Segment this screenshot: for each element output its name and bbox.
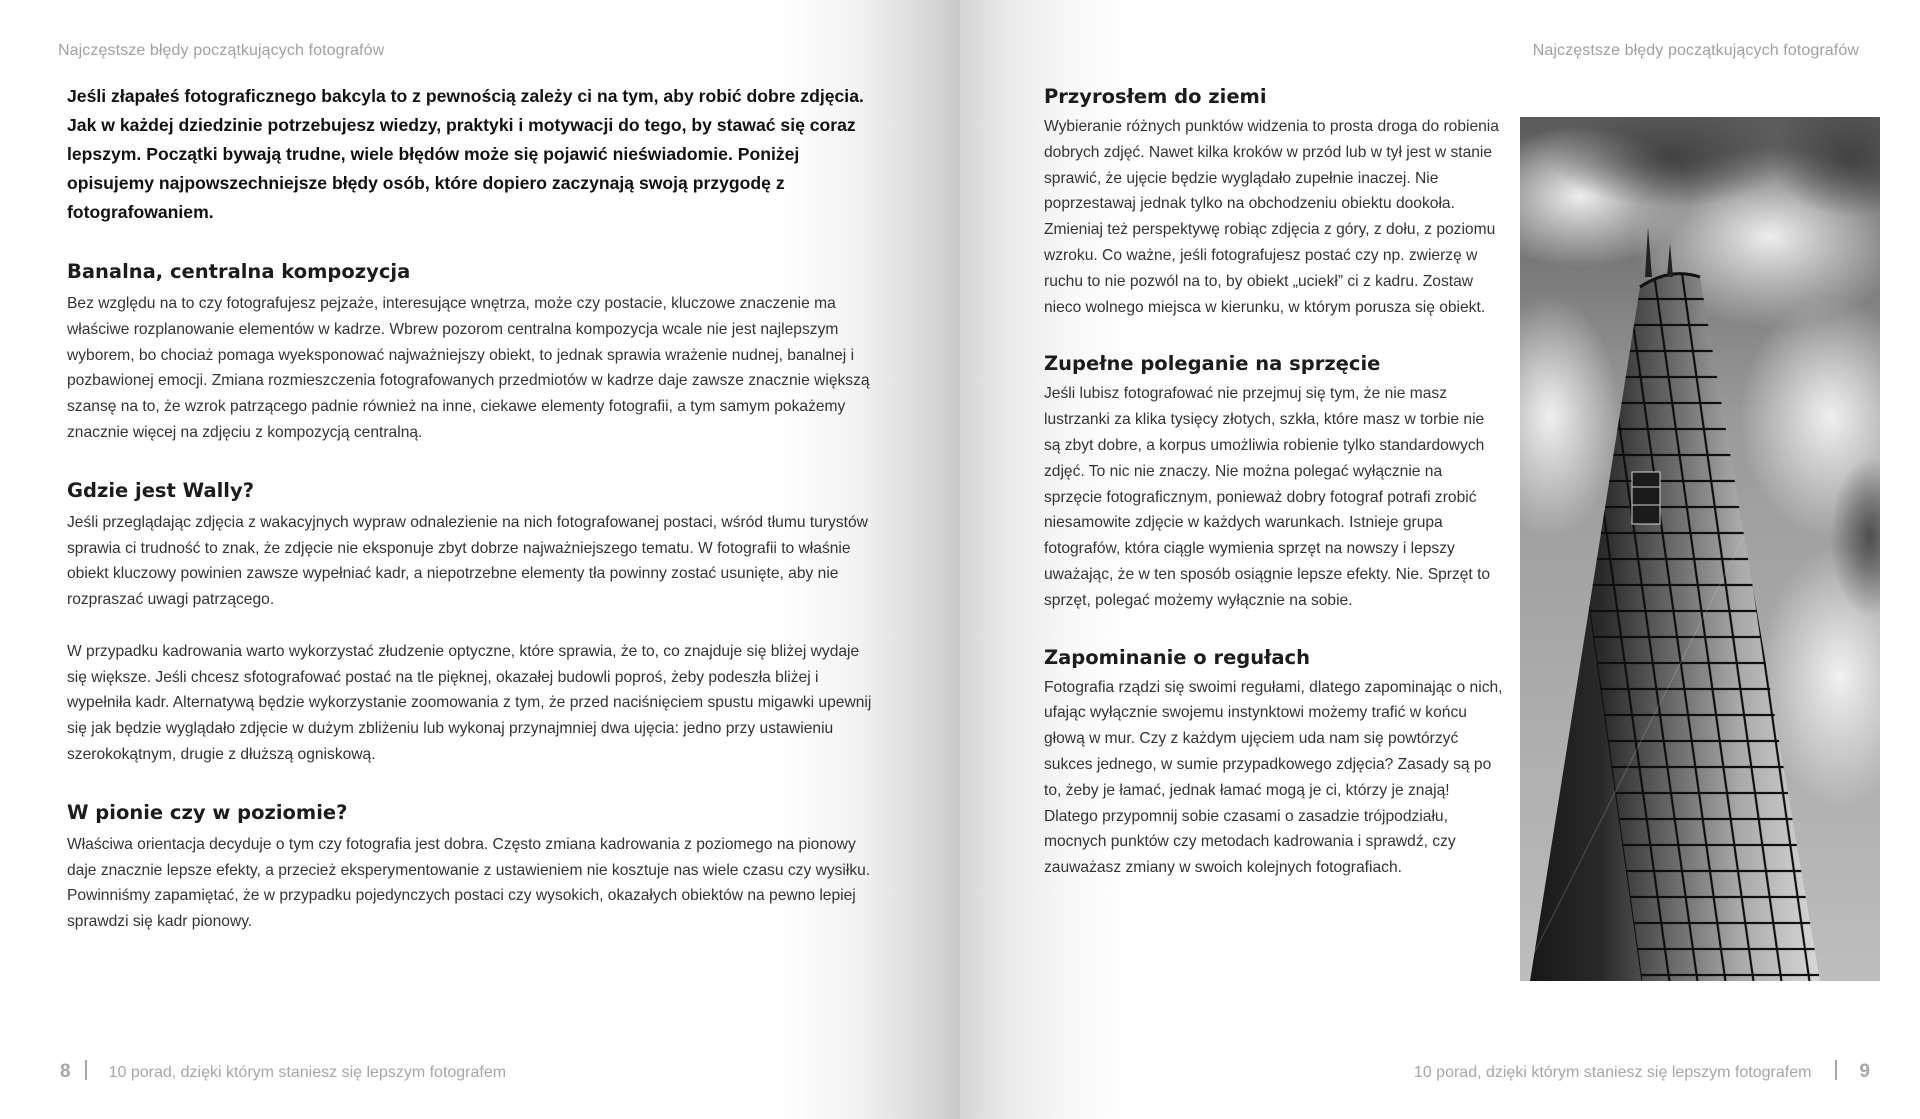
section-banalna-kompozycja — [67, 259, 873, 446]
section-paragraph: W przypadku kadrowania warto wykorzystać złudzenie optyczne, które sprawia, że to, co znajduje się bliżej wydaje się większe. Jeśli chcesz sfotografować postać na tle pięknej, okazałej budowli poproś, żeby podeszła bliżej i wypełniła kadr. Alternatywą będzie wykorzystanie zoomowania z tym, że przed naciśnięciem spustu migawki upewnij się jak będzie wyglądało zdjęcie w dużym zbliżeniu lub wykonaj przynajmniej dwa ujęcia: jedno przy ustawieniu szerokokątnym, drugie z dłuższą ogniskową. — [67, 642, 872, 763]
section-przyroslem-do-ziemi — [1044, 84, 1504, 320]
section-poleganie-na-sprzecie — [1044, 351, 1504, 613]
section-paragraph: Bez względu na to czy fotografujesz pejzaże, interesujące wnętrza, może czy postacie, kluczowe znaczenie ma właściwe rozplanowanie elementów w kadrze. Wbrew pozorom centralna kompozycja wcale nie jest najlepszym wyborem, bo chociaż pomaga wyeksponować najważniejszy obiekt, to jednak sprawia wrażenie nudnej, banalnej i pozbawionej emocji. Zmiana rozmieszczenia fotografowanych przedmiotów w kadrze daje zawsze znacznie większą szansę na to, że wzrok patrzącego padnie również na inne, ciekawe elementy fotografii, a tym samym pokażemy znacznie więcej na zdjęciu z kompozycją centralną. — [67, 295, 870, 441]
footer-divider — [85, 1060, 87, 1080]
running-head-right: Najczęstsze błędy początkujących fotografów — [1532, 42, 1859, 59]
section-paragraph: Wybieranie różnych punktów widzenia to prosta droga do robienia dobrych zdjęć. Nawet kilka kroków w przód lub w tył jest w stanie sprawić, że ujęcie będzie wyglądało zupełnie inaczej. Nie poprzestawaj jednak tylko na obchodzeniu obiektu dookoła. Zmieniaj też perspektywę robiąc zdjęcia z góry, z dołu, z poziomu wzroku. Co ważne, jeśli fotografujesz postać czy np. zwierzę w ruchu to nie pozwól na to, by obiekt „uciekł” ci z kadru. Zostaw nieco wolnego miejsca w kierunku, w którym porusza się obiekt. — [1044, 118, 1499, 316]
section-paragraph: Właściwa orientacja decyduje o tym czy fotografia jest dobra. Często zmiana kadrowania z poziomego na pionowy daje znacznie lepsze efekty, a przecież eksperymentowanie z ustawieniem nie kosztuje nas wiele czasu czy wysiłku. Powinniśmy zapamiętać, że w przypadku pojedynczych postaci czy wysokich, okazałych obiektów na pewno lepiej sprawdzi się kadr pionowy. — [67, 835, 871, 931]
footer-divider — [1835, 1060, 1837, 1080]
section-heading: Banalna, centralna kompozycja — [67, 260, 411, 283]
footer-title: 10 porad, dzięki którym staniesz się lepszym fotografem — [1413, 1064, 1812, 1081]
section-paragraph: Jeśli przeglądając zdjęcia z wakacyjnych wypraw odnalezienie na nich fotografowanej postaci, wśród tłumu turystów sprawia ci trudność to znak, że zdjęcie nie eksponuje zbyt dobrze najważniejszego tematu. W fotografii to właśnie obiekt kluczowy powinien zawsze wypełniać kadr, a niepotrzebne elementy tła powinny zostać usunięte, aby nie rozpraszać uwagi patrzącego. — [67, 513, 868, 609]
lead-paragraph: Jeśli złapałeś fotograficznego bakcyla to z pewnością zależy ci na tym, aby robić dobre zdjęcia. Jak w każdej dziedzinie potrzebujesz wiedzy, praktyki i motywacji do tego, by stawać się coraz lepszym. Początki bywają trudne, wiele błędów może się pojawić nieświadomie. Poniżej opisujemy najpowszechniejsze błędy osób, które dopiero zaczynają swoją przygodę z fotografowaniem. — [67, 86, 864, 222]
section-zapominanie-o-regulach — [1044, 645, 1504, 881]
right-page-content — [1044, 84, 1504, 912]
footer-right — [1414, 1060, 1870, 1083]
section-gdzie-jest-wally — [67, 478, 873, 768]
section-heading: Gdzie jest Wally? — [67, 478, 255, 502]
window-cleaner-gondola — [1632, 472, 1660, 524]
section-heading: Zapominanie o regułach — [1044, 645, 1310, 669]
section-w-pionie-czy-w-poziomie — [67, 800, 873, 935]
right-page — [960, 0, 1920, 1119]
skyscraper-photo-graphic — [1520, 117, 1880, 981]
section-heading: Przyrosłem do ziemi — [1044, 85, 1267, 108]
section-heading: Zupełne poleganie na sprzęcie — [1044, 352, 1381, 376]
page-number: 8 — [60, 1061, 71, 1082]
skyscraper-photo — [1520, 117, 1880, 981]
page-number: 9 — [1859, 1061, 1870, 1082]
left-page-content — [67, 82, 873, 967]
section-heading: W pionie czy w poziomie? — [67, 800, 348, 824]
section-paragraph: Fotografia rządzi się swoimi regułami, dlatego zapominając o nich, ufając wyłącznie swojemu instynktowi możemy trafić w końcu głową w mur. Czy z każdym ujęciem uda nam się powtórzyć sukces jednego, w sumie przypadkowego zdjęcia? Zasady są po to, żeby je łamać, jednak łamać mogą je ci, którzy je znają! Dlatego przypomnij sobie czasami o zasadzie trójpodziału, mocnych punktów czy metodach kadrowania i sprawdź, czy zauważasz zmiany w swoich kolejnych fotografiach. — [1044, 678, 1503, 877]
section-paragraph: Jeśli lubisz fotografować nie przejmuj się tym, że nie masz lustrzanki za klika tysięcy złotych, szkła, które masz w torbie nie są zbyt dobre, a korpus umożliwia robienie tylko standardowych zdjęć. To nic nie znaczy. Nie można polegać wyłącznie na sprzęcie fotograficznym, ponieważ dobry fotograf potrafi zrobić niesamowite zdjęcie w każdych warunkach. Istnieje grupa fotografów, która ciągle wymienia sprzęt na nowszy i lepszy uważając, że w ten sposób osiągnie lepsze efekty. Nie. Sprzęt to sprzęt, polegać możemy wyłącznie na sobie. — [1044, 385, 1491, 609]
footer-left — [60, 1060, 506, 1083]
footer-title: 10 porad, dzięki którym staniesz się lepszym fotografem — [108, 1064, 507, 1081]
running-head-left: Najczęstsze błędy początkujących fotografów — [58, 42, 385, 59]
